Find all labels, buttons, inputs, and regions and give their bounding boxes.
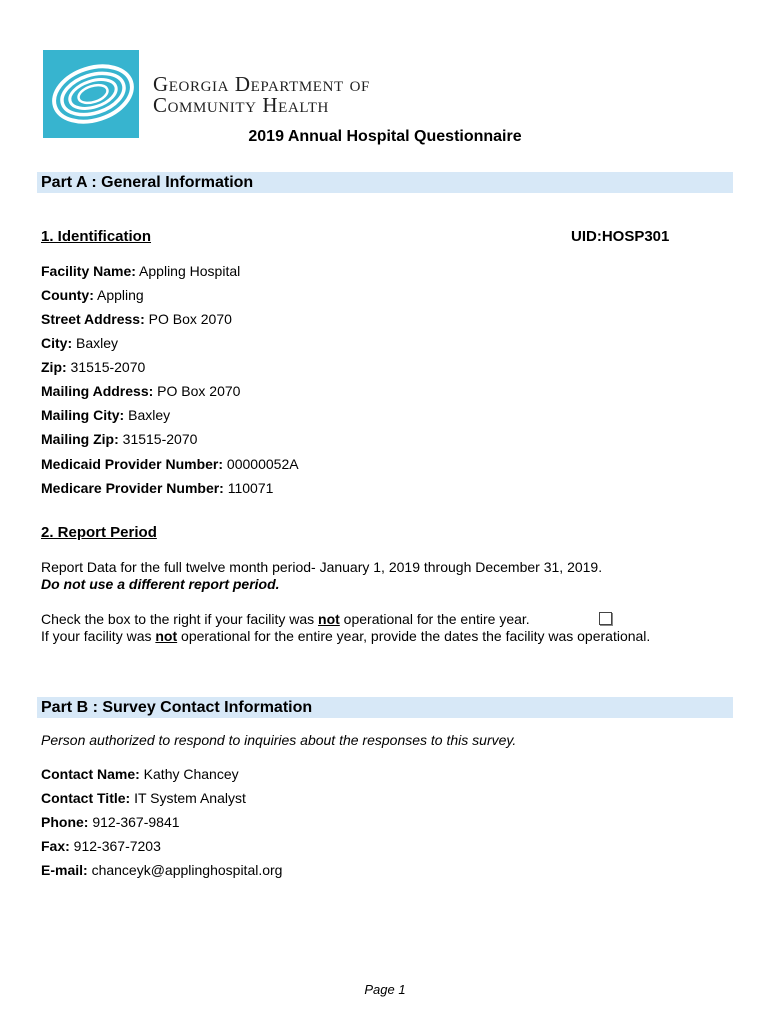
street-address-field: Street Address: PO Box 2070 (41, 311, 232, 327)
contact-name-field: Contact Name: Kathy Chancey (41, 766, 239, 782)
contact-intro: Person authorized to respond to inquiries about the responses to this survey. (41, 732, 517, 748)
report-period-warning: Do not use a different report period. (41, 576, 280, 592)
org-name-line1: Georgia Department of (153, 72, 370, 96)
medicare-provider-field: Medicare Provider Number: 110071 (41, 480, 274, 496)
county-field: County: Appling (41, 287, 144, 303)
identification-heading: 1. Identification (41, 228, 152, 245)
report-period-heading: 2. Report Period (41, 524, 157, 541)
mailing-city-field: Mailing City: Baxley (41, 407, 171, 423)
org-name (153, 74, 370, 116)
facility-name-field: Facility Name: Appling Hospital (41, 263, 241, 279)
uid-label: UID:HOSP301 (571, 228, 670, 245)
phone-field: Phone: 912-367-9841 (41, 814, 180, 830)
report-period-text: Report Data for the full twelve month period- January 1, 2019 through December 31, 2019. (41, 559, 603, 575)
not-operational-checkbox[interactable] (599, 612, 612, 625)
dch-logo-icon (43, 50, 139, 138)
city-field: City: Baxley (41, 335, 119, 351)
contact-title-field: Contact Title: IT System Analyst (41, 790, 246, 806)
medicaid-provider-field: Medicaid Provider Number: 00000052A (41, 456, 299, 472)
email-field: E-mail: chanceyk@applinghospital.org (41, 862, 283, 878)
logo-swirl-icon (43, 50, 139, 138)
fax-field: Fax: 912-367-7203 (41, 838, 161, 854)
operational-dates-instruction: If your facility was not operational for the entire year, provide the dates the facility was operational. (41, 628, 651, 644)
mailing-zip-field: Mailing Zip: 31515-2070 (41, 431, 198, 447)
part-a-title: Part A : General Information (41, 174, 254, 191)
part-b-title: Part B : Survey Contact Information (41, 699, 313, 716)
document-title: 2019 Annual Hospital Questionnaire (248, 128, 522, 145)
not-operational-instruction: Check the box to the right if your facility was not operational for the entire year. (41, 611, 530, 627)
org-name-line2: Community Health (153, 93, 329, 117)
zip-field: Zip: 31515-2070 (41, 359, 146, 375)
mailing-address-field: Mailing Address: PO Box 2070 (41, 383, 241, 399)
page-number: Page 1 (364, 982, 406, 997)
